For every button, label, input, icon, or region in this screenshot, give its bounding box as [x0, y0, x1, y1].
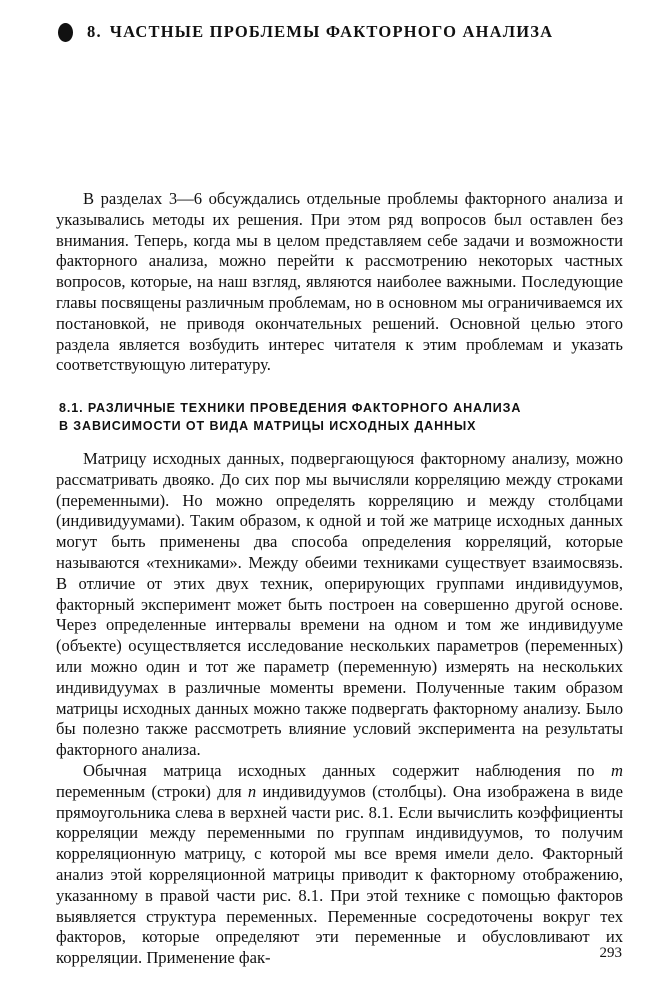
variable-m: m — [611, 760, 623, 780]
section-title-line-2: В ЗАВИСИМОСТИ ОТ ВИДА МАТРИЦЫ ИСХОДНЫХ ДАННЫХ — [59, 419, 477, 433]
bullet-icon — [58, 23, 73, 42]
intro-text — [56, 189, 623, 376]
section-heading-line-1 — [59, 399, 619, 417]
paragraph-2-part-3: индивидуумов (столбцы). Она изображена в виде прямоугольника слева в верхней части рис. 8.1. Если вычислить коэффициенты корреляции между переменными по группам индивидуумов, то получим корреляционную матрицу, с которой мы все время имели дело. Факторный анализ этой корреляционной матрицы приводит к факторному отображению, указанному в правой части рис. 8.1. При этой технике с помощью факторов выявляется структура переменных. Переменные сосредоточены вокруг тех факторов, которые определяют эти переменные и обусловливают их корреляции. Применение фак- — [56, 781, 623, 968]
paragraph-2-part-2: переменным (строки) для — [56, 781, 248, 801]
paragraph-2-part-1: Обычная матрица исходных данных содержит наблюдения по — [83, 760, 612, 780]
section-paragraph-1: Матрицу исходных данных, подвергающуюся факторному анализу, можно рассматривать двояко. До сих пор мы вычисляли корреляцию между строками (переменными). Но можно определять корреляцию и между столбцами (индивидуумами). Таким образом, к одной и той же матрице исходных данных могут быть применены два способа определения корреляций, которые называются «техниками». Между обеими техниками существует взаимосвязь. В отличие от этих двух техник, оперирующих группами индивидуумов, факторный эксперимент может быть построен на совершенно другой основе. Через определенные интервалы времени на одном и том же индивидууме (объекте) осуществляется исследование нескольких параметров (переменных) или можно один и тот же параметр (переменную) измерять на нескольких индивидуумах в различные моменты времени. Полученные таким образом матрицы исходных данных можно также подвергать факторному анализу. Было бы полезно также рассмотреть влияние условий эксперимента на результаты факторного анализа. — [56, 449, 623, 760]
chapter-title: ЧАСТНЫЕ ПРОБЛЕМЫ ФАКТОРНОГО АНАЛИЗА — [109, 22, 554, 41]
page-number: 293 — [599, 945, 622, 961]
section-title-line-1: РАЗЛИЧНЫЕ ТЕХНИКИ ПРОВЕДЕНИЯ ФАКТОРНОГО АНАЛИЗА — [87, 401, 522, 415]
variable-n: n — [247, 781, 257, 801]
chapter-number: 8. — [87, 22, 102, 41]
chapter-heading — [58, 22, 630, 42]
section-heading — [59, 399, 619, 435]
intro-paragraph: В разделах 3—6 обсуждались отдельные проблемы факторного анализа и указывались методы их решения. При этом ряд вопросов был оставлен без внимания. Теперь, когда мы в целом представляем себе задачи и возможности факторного анализа, можно перейти к рассмотрению некоторых частных вопросов, которые, на наш взгляд, являются наиболее важными. Последующие главы посвящены различным проблемам, но в основном мы ограничиваемся их постановкой, не приводя окончательных решений. Основной целью этого раздела является возбудить интерес читателя к этим проблемам и указать соответствующую литературу. — [56, 189, 623, 375]
section-number: 8.1. — [59, 401, 84, 415]
section-paragraph-2 — [56, 761, 623, 969]
section-text — [56, 449, 623, 969]
